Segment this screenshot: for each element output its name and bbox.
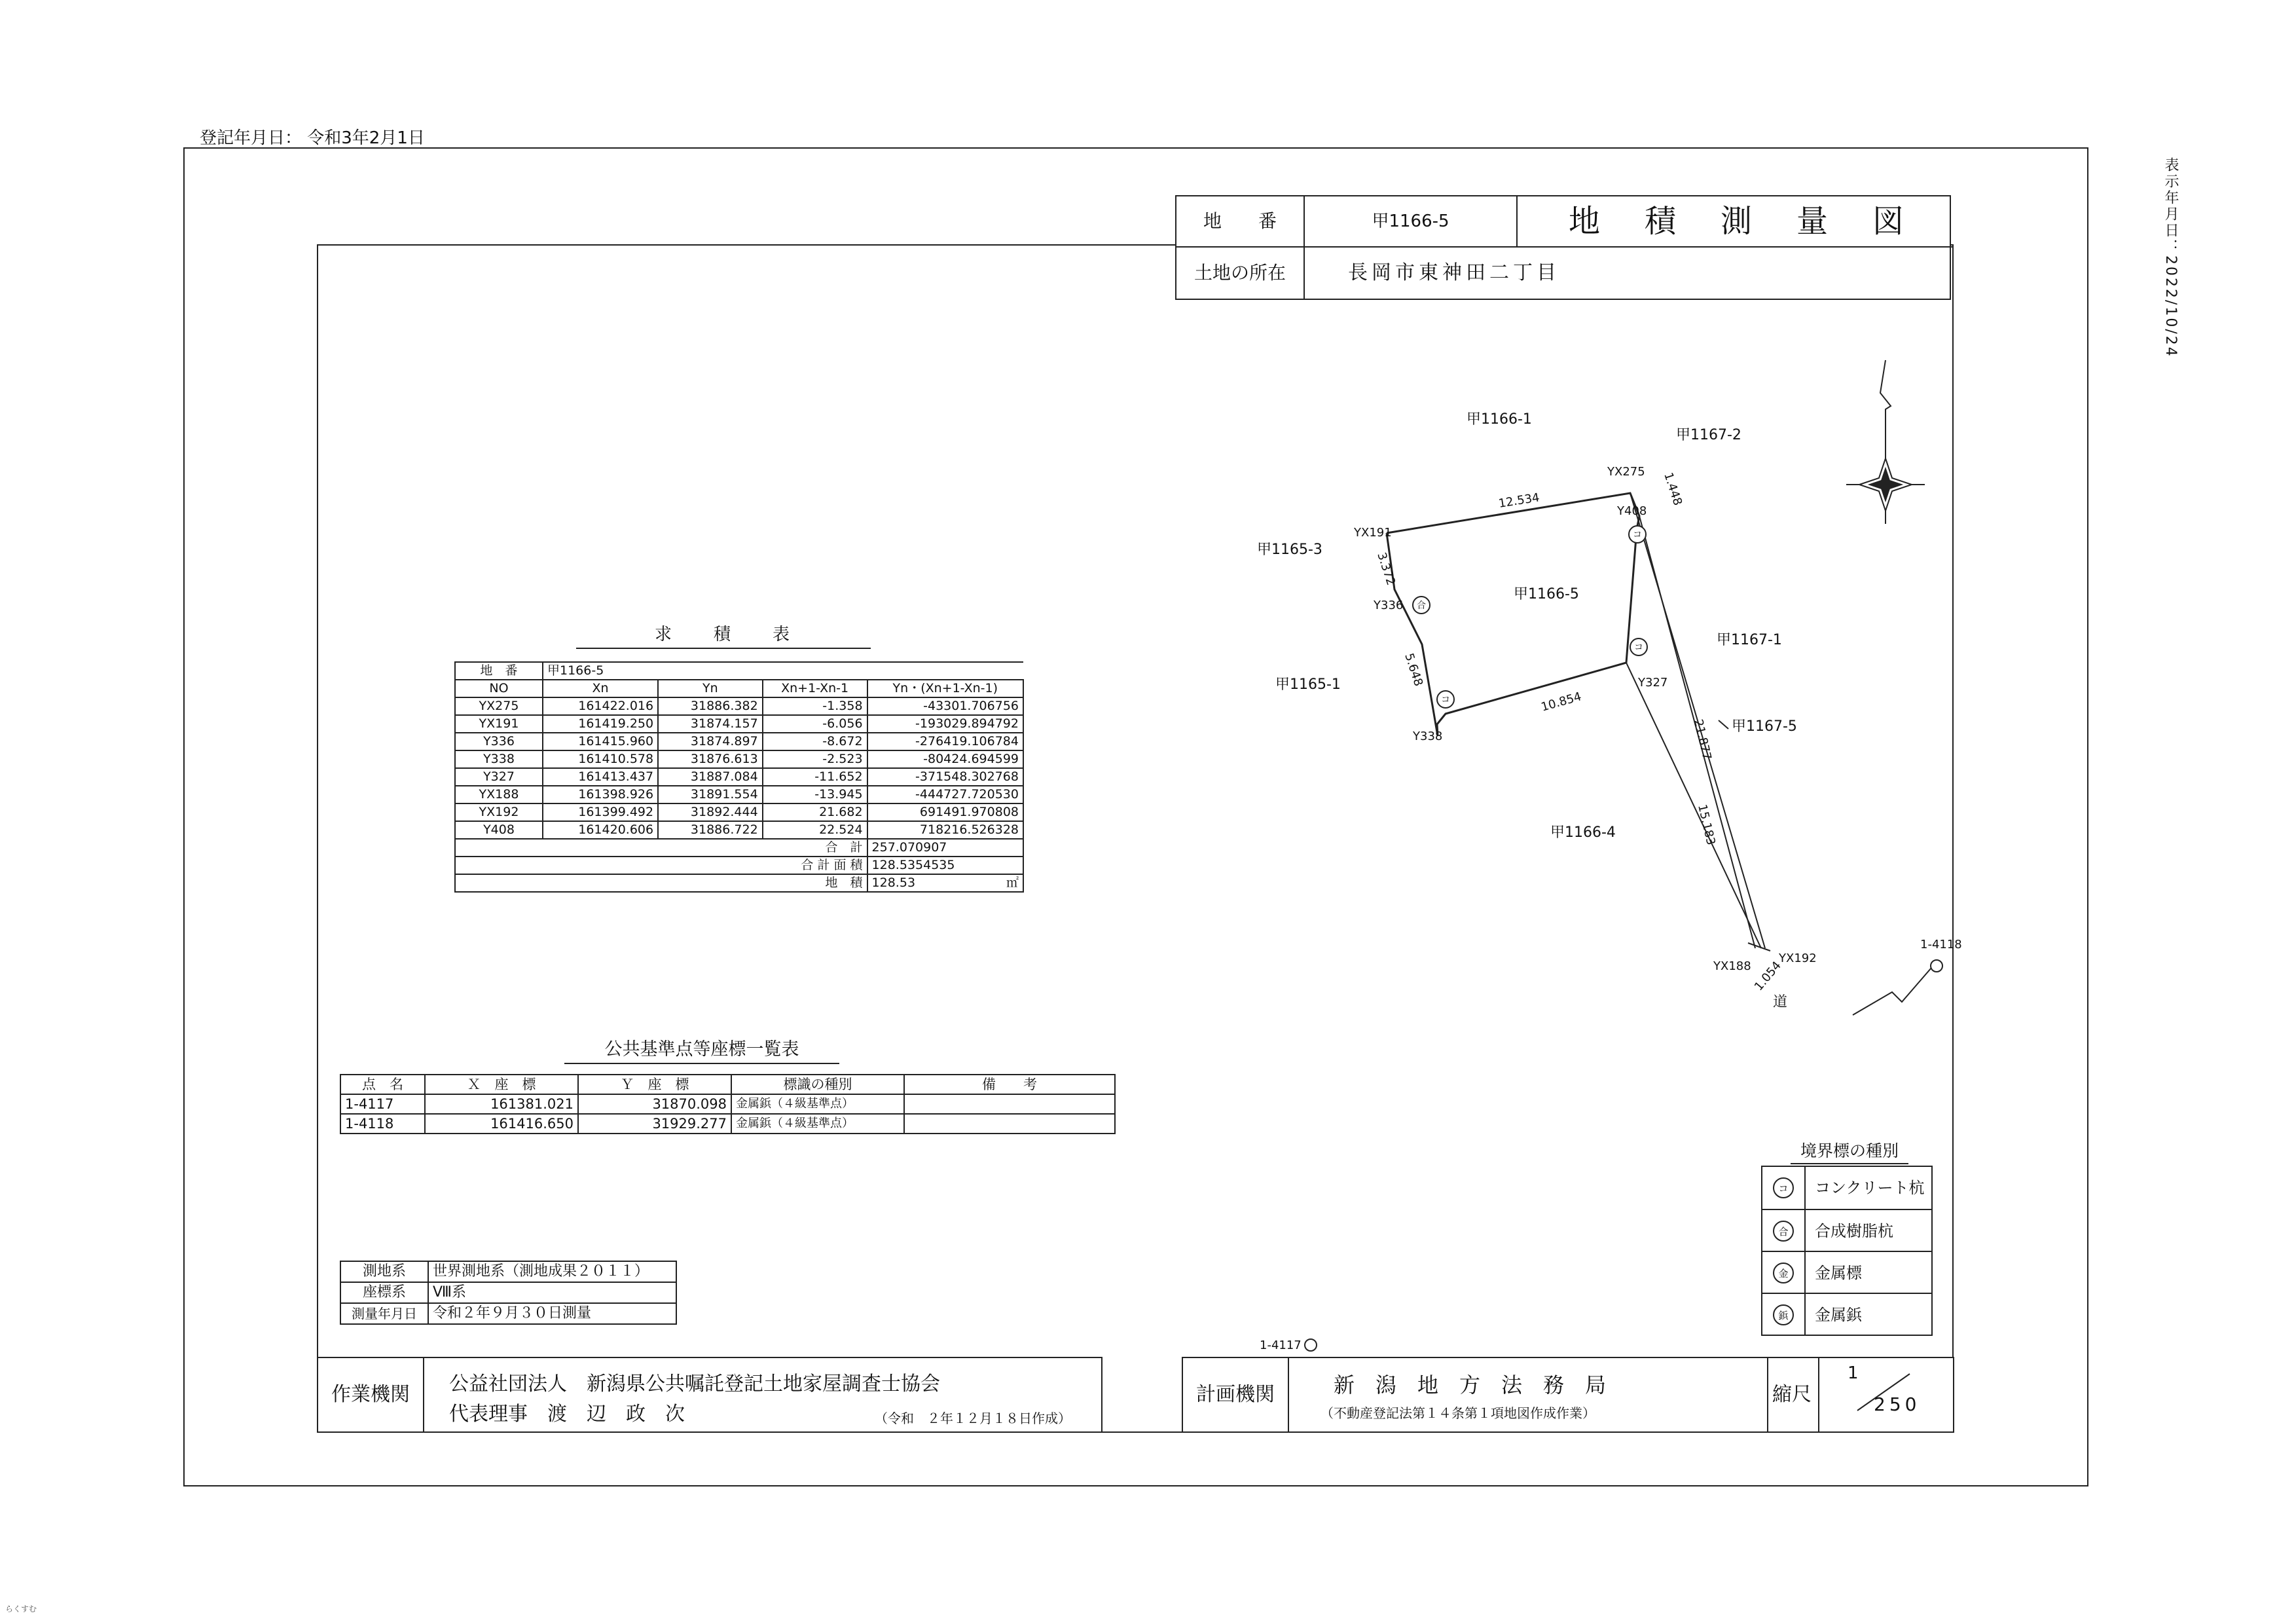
legend-item: コ コンクリート杭 [1762,1167,1933,1209]
concrete-stake-icon: コ [1773,1177,1794,1198]
plan-org-line2: （不動産登記法第１４条第１項地図作成作業） [1321,1405,1595,1421]
marker-symbol: 合 [1417,600,1426,611]
area-lot-label: 地 番 [455,662,543,680]
table-row: Y338 161410.578 31876.613 -2.523 -80424.694599 [455,750,1023,768]
cp-col-y: Ｙ 座 標 [578,1075,731,1094]
table-row: 座標系 Ⅷ系 [340,1282,676,1303]
sum-value: 257.070907 [867,839,1023,857]
distance-label: 15.183 [1695,803,1718,847]
control-point-icon [1305,1339,1317,1351]
table-row: Y336 161415.960 31874.897 -8.672 -276419.106784 [455,733,1023,750]
parcel-label: 甲1167-1 [1717,632,1782,648]
sum-label: 合 計 [455,839,867,857]
area-table-heading: 求 積 表 [576,621,871,649]
cp-col-note: 備 考 [904,1075,1115,1094]
work-org-date: （令和 ２年１２月１８日作成） [875,1411,1071,1426]
boundary-legend-heading: 境界標の種別 [1791,1138,1908,1164]
point-label: 1-4118 [1920,938,1962,951]
parcel-label: 甲1165-3 [1257,542,1322,558]
table-row: 1-4118 161416.650 31929.277 金属鋲（４級基準点） [340,1114,1115,1134]
control-point-icon [1931,960,1942,972]
marker-symbol: コ [1634,642,1643,653]
distance-label: 5.648 [1402,652,1426,688]
point-label: Y408 [1617,504,1647,518]
registration-date: 登記年月日： 令和3年2月1日 [200,128,425,148]
cp-col-name: 点 名 [340,1075,425,1094]
legend-item: 合 合成樹脂杭 [1762,1209,1933,1252]
point-label: YX191 [1354,526,1392,540]
parcel-label: 甲1166-4 [1550,824,1616,841]
area-unit: ㎡ [1006,876,1019,890]
area-value: 128.53 [871,876,916,890]
table-row: Y327 161413.437 31887.084 -11.652 -371548.302768 [455,768,1023,786]
point-label: Y336 [1374,599,1404,612]
plan-org-label: 計画機関 [1196,1383,1275,1406]
cp-col-x: Ｘ 座 標 [425,1075,578,1094]
parcel-label: 甲1165-1 [1275,676,1341,693]
control-points-heading: 公共基準点等座標一覧表 [564,1035,839,1064]
synthetic-stake-icon: 合 [1773,1221,1794,1242]
plan-org-line1: 新 潟 地 方 法 務 局 [1334,1373,1607,1397]
work-org-line1: 公益社団法人 新潟県公共嘱託登記土地家屋調査士協会 [449,1373,940,1395]
total-area-value: 128.5354535 [867,857,1023,874]
cp-col-type: 標識の種別 [731,1075,904,1094]
parcel-boundary [1387,493,1639,736]
lot-value: 甲1166-5 [1372,212,1449,231]
col-dx: Xn+1-Xn-1 [763,680,867,697]
parcel-label: 甲1166-5 [1514,586,1579,602]
work-org-label: 作業機関 [331,1383,410,1406]
parcel-label: 甲1166-1 [1467,411,1532,428]
table-row: YX191 161419.250 31874.157 -6.056 -193029.894792 [455,715,1023,733]
work-org-line2: 代表理事 渡 辺 政 次 [449,1403,685,1426]
table-row: 測地系 世界測地系（測地成果２０１１） [340,1261,676,1282]
distance-label: 1.448 [1661,471,1685,507]
area-label: 地 積 [455,874,867,892]
table-row: YX192 161399.492 31892.444 21.682 691491.970808 [455,803,1023,821]
distance-label: 10.854 [1539,690,1583,714]
scale-label: 縮尺 [1772,1383,1812,1406]
distance-label: 1.054 [1751,959,1784,994]
table-row: YX188 161398.926 31891.554 -13.945 -444727.720530 [455,786,1023,803]
total-area-label: 合 計 面 積 [455,857,867,874]
side-stamp: 表示年月日：2022/10/24 [2162,157,2179,358]
lot-label: 地 番 [1203,210,1277,232]
metal-rivet-icon: 鋲 [1773,1304,1794,1325]
legend-item: 鋲 金属鋲 [1762,1293,1933,1336]
table-row: Y408 161420.606 31886.722 22.524 718216.526328 [455,821,1023,839]
col-yn: Yn [658,680,763,697]
point-label: Y338 [1413,729,1443,743]
marker-symbol: コ [1633,530,1642,540]
point-label: 1-4117 [1260,1338,1302,1352]
col-no: NO [455,680,543,697]
map-heading: 地 積 測 量 図 [1568,203,1910,240]
point-label: YX192 [1779,951,1817,965]
marker-symbol: コ [1441,695,1450,705]
col-product: Yn・(Xn+1-Xn-1) [867,680,1023,697]
distance-label: 3.372 [1374,551,1398,587]
location-value: 長岡市東神田二丁目 [1348,261,1560,284]
footer-mark: らくすむ [5,1604,37,1614]
north-arrow-icon [1846,360,1925,524]
legend-item: 金 金属標 [1762,1251,1933,1294]
location-label: 土地の所在 [1194,262,1286,284]
col-xn: Xn [543,680,658,697]
table-row: 測量年月日 令和２年９月３０日測量 [340,1303,676,1324]
distance-label: 21.877 [1691,718,1714,762]
scale-numerator: 1 [1848,1363,1859,1383]
leader-line [1853,968,1931,1015]
table-row: 1-4117 161381.021 31870.098 金属鋲（４級基準点） [340,1094,1115,1114]
distance-label: 12.534 [1497,490,1540,511]
point-label: YX275 [1607,465,1645,479]
parcel-label: 甲1167-5 [1732,718,1797,735]
point-label: Y327 [1638,676,1668,690]
scale-denominator: 250 [1874,1393,1921,1415]
parcel-label: 甲1167-2 [1676,427,1741,443]
metal-marker-icon: 金 [1773,1263,1794,1283]
table-row: YX275 161422.016 31886.382 -1.358 -43301.706756 [455,697,1023,715]
road-label: 道 [1773,994,1788,1010]
area-lot-value: 甲1166-5 [543,662,1023,680]
point-label: YX188 [1713,959,1751,973]
